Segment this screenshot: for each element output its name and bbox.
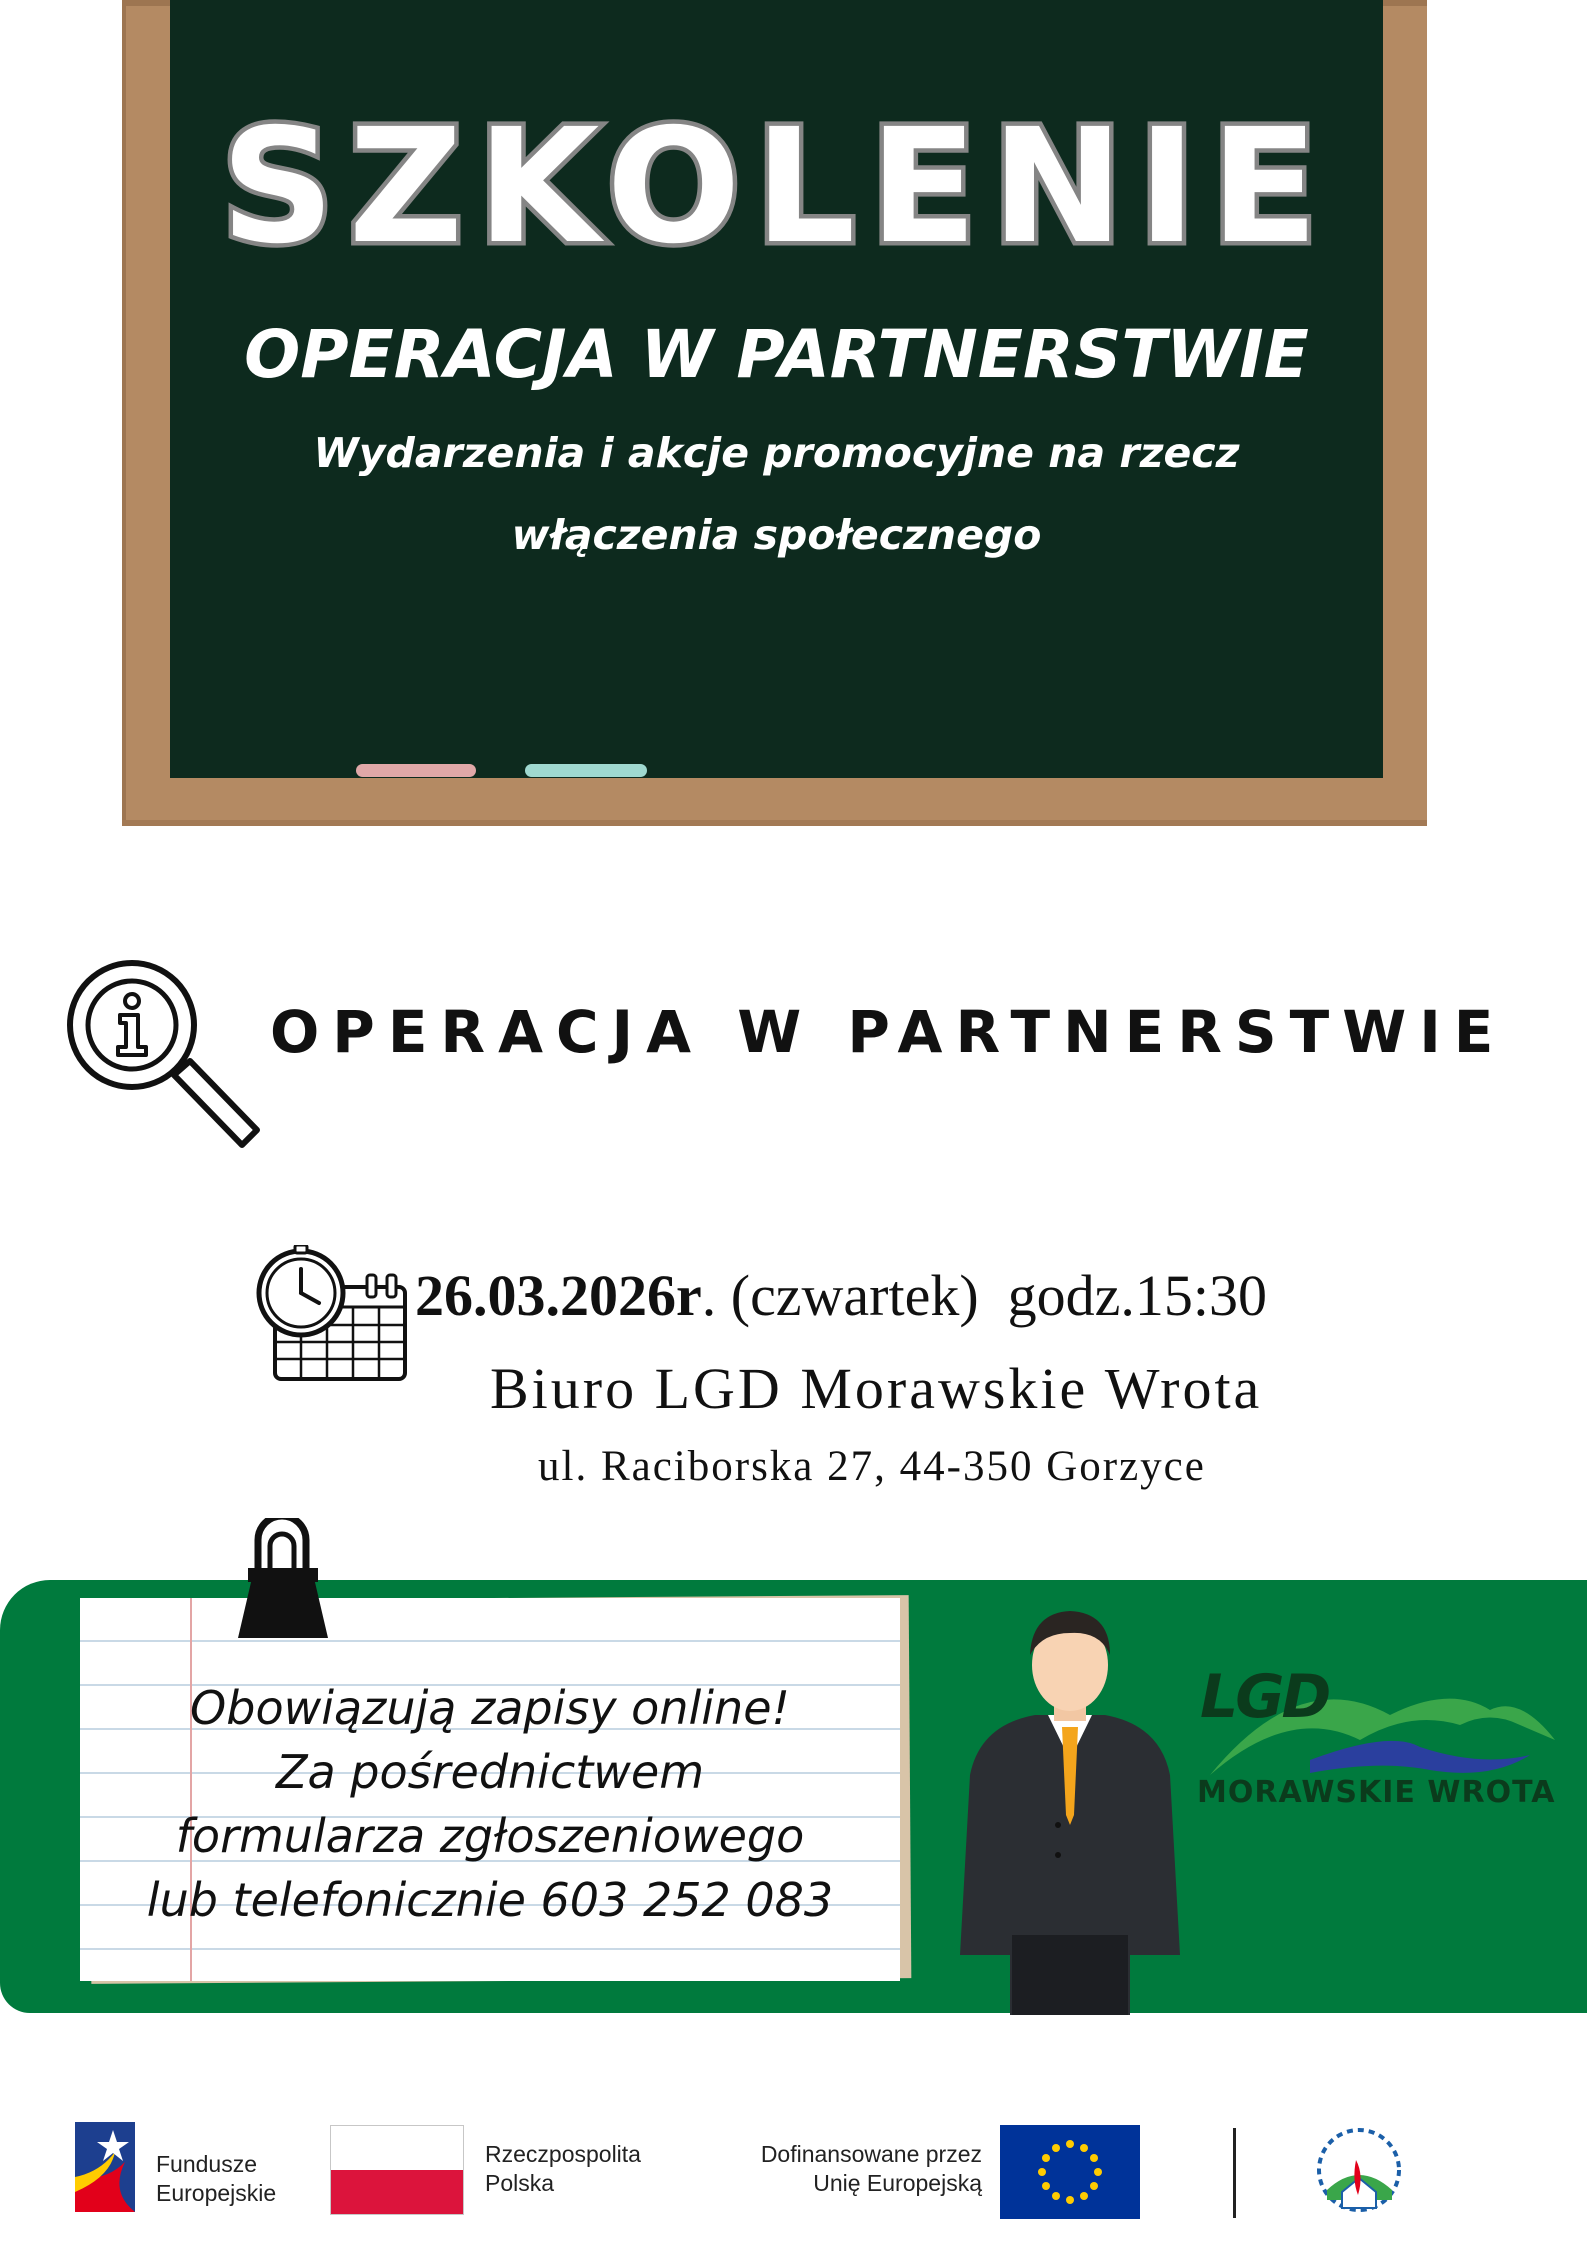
board-description-line1: Wydarzenia i akcje promocyjne na rzecz bbox=[313, 429, 1240, 477]
registration-line1: Obowiązują zapisy online! bbox=[190, 1681, 790, 1735]
polish-flag bbox=[330, 2125, 464, 2215]
board-description-line2: włączenia społecznego bbox=[511, 511, 1042, 559]
footer-divider bbox=[1233, 2128, 1236, 2218]
binder-clip-icon bbox=[218, 1518, 348, 1638]
poster-title: SZKOLENIE bbox=[220, 95, 1333, 279]
fundusze-europejskie-logo bbox=[75, 2122, 135, 2212]
plan-strategiczny-logo bbox=[1312, 2120, 1407, 2220]
businessman-illustration bbox=[950, 1575, 1190, 2015]
event-day-time: . (czwartek) godz.15:30 bbox=[701, 1263, 1268, 1328]
event-date-time bbox=[415, 1262, 1267, 1329]
pink-chalk bbox=[356, 764, 476, 777]
info-magnifier-icon bbox=[62, 955, 262, 1155]
event-date: 26.03.2026r bbox=[415, 1263, 702, 1328]
registration-line4: lub telefonicznie 603 252 083 bbox=[146, 1873, 834, 1927]
registration-text bbox=[110, 1676, 870, 1932]
fe-label-line2: Europejskie bbox=[156, 2180, 277, 2206]
event-address: ul. Raciborska 27, 44-350 Gorzyce bbox=[538, 1443, 1206, 1490]
board-description bbox=[250, 412, 1303, 576]
plan-strategiczny-caption bbox=[1412, 2140, 1467, 2147]
lgd-letters: LGD bbox=[1200, 1662, 1329, 1732]
fe-label-line1: Fundusze bbox=[156, 2151, 258, 2177]
rp-label-line1: Rzeczpospolita bbox=[485, 2141, 641, 2167]
eu-flag bbox=[1000, 2125, 1140, 2219]
mint-chalk bbox=[525, 764, 647, 777]
eu-label-line1: Dofinansowane przez bbox=[760, 2141, 982, 2167]
eu-label-line2: Unię Europejską bbox=[813, 2170, 982, 2196]
rp-label-line2: Polska bbox=[485, 2170, 555, 2196]
registration-line3: formularza zgłoszeniowego bbox=[175, 1809, 805, 1863]
rp-label bbox=[485, 2140, 641, 2198]
lgd-name: MORAWSKIE WROTA bbox=[1197, 1775, 1556, 1810]
board-subtitle: OPERACJA W PARTNERSTWIE bbox=[244, 316, 1309, 393]
clock-calendar-icon bbox=[255, 1245, 415, 1385]
registration-line2: Za pośrednictwem bbox=[275, 1745, 705, 1799]
event-venue: Biuro LGD Morawskie Wrota bbox=[490, 1356, 1263, 1421]
info-heading: OPERACJA W PARTNERSTWIE bbox=[270, 998, 1507, 1066]
eu-label bbox=[720, 2140, 982, 2198]
fe-label bbox=[156, 2150, 276, 2208]
